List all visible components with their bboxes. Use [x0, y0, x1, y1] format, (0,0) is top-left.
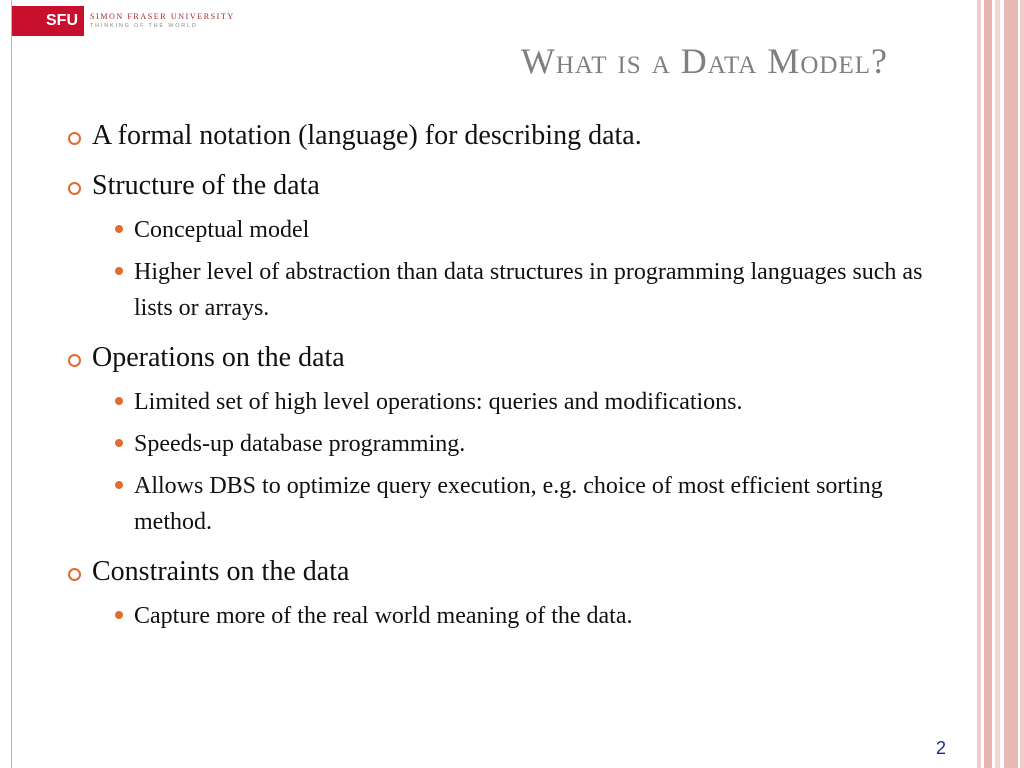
logo-mark: SFU	[12, 6, 84, 36]
decor-stripe	[1020, 0, 1024, 768]
bullet-text: Constraints on the data	[92, 556, 350, 587]
sub-bullet-text: Allows DBS to optimize query execution, e.g. choice of most efficient sorting method.	[134, 473, 883, 535]
sub-bullet-list	[68, 212, 928, 326]
bullet-item	[68, 554, 928, 590]
decor-stripe	[984, 0, 992, 768]
page-number: 2	[936, 738, 947, 758]
dot-bullet-icon	[115, 439, 123, 447]
decor-stripe	[1004, 0, 1018, 768]
sub-bullet-text: Conceptual model	[134, 217, 310, 243]
bullet-text: Operations on the data	[92, 342, 345, 373]
sub-bullet-text: Higher level of abstraction than data structures in programming languages such as lists or arrays.	[134, 259, 923, 321]
sub-bullet-list	[68, 598, 928, 634]
logo-text	[90, 12, 235, 30]
ring-bullet-icon	[68, 354, 81, 367]
bullet-text: A formal notation (language) for describing data.	[92, 120, 642, 151]
sub-bullet-item	[112, 598, 928, 634]
sub-bullet-text: Speeds-up database programming.	[134, 431, 466, 457]
logo-name: SIMON FRASER UNIVERSITY	[90, 12, 235, 21]
ring-bullet-icon	[68, 182, 81, 195]
ring-bullet-icon	[68, 568, 81, 581]
sub-bullet-text: Capture more of the real world meaning of the data.	[134, 603, 633, 629]
dot-bullet-icon	[115, 481, 123, 489]
bullet-content	[68, 118, 928, 648]
logo-tagline: THINKING OF THE WORLD	[90, 23, 198, 29]
slide-title: What is a Data Model?	[520, 41, 888, 81]
bullet-item	[68, 168, 928, 204]
bullet-item	[68, 118, 928, 154]
dot-bullet-icon	[115, 267, 123, 275]
bullet-item	[68, 340, 928, 376]
university-logo	[12, 6, 235, 36]
dot-bullet-icon	[115, 611, 123, 619]
sub-bullet-item	[112, 212, 928, 248]
sub-bullet-text: Limited set of high level operations: queries and modifications.	[134, 389, 743, 415]
decor-stripe	[977, 0, 981, 768]
sub-bullet-item	[112, 468, 928, 540]
sub-bullet-item	[112, 426, 928, 462]
ring-bullet-icon	[68, 132, 81, 145]
dot-bullet-icon	[115, 225, 123, 233]
bullet-text: Structure of the data	[92, 170, 320, 201]
sub-bullet-item	[112, 254, 928, 326]
decor-stripe	[995, 0, 1000, 768]
sub-bullet-item	[112, 384, 928, 420]
sub-bullet-list	[68, 384, 928, 540]
left-border-line	[11, 0, 12, 768]
dot-bullet-icon	[115, 397, 123, 405]
